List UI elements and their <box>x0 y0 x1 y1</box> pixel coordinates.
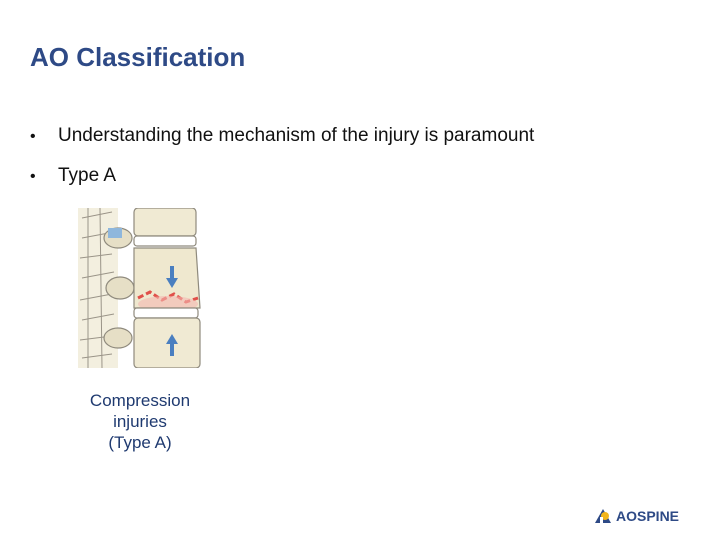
bullet-dot-icon: • <box>30 128 36 145</box>
caption-line: (Type A) <box>108 433 172 452</box>
caption-line: injuries <box>113 412 167 431</box>
slide-title: AO Classification <box>30 42 246 72</box>
upper-disc <box>134 236 196 246</box>
logo-text: AOSPINE <box>616 508 680 524</box>
figure-caption <box>60 390 220 453</box>
bullet-dot-icon: • <box>30 168 36 185</box>
vertebra-compression-illustration <box>78 208 208 368</box>
lower-disc <box>134 308 198 318</box>
bullet-text: Understanding the mechanism of the injury is paramount <box>58 125 535 146</box>
facet-highlight <box>108 228 122 238</box>
bullet-item <box>30 125 534 147</box>
upper-vertebral-body <box>134 208 196 236</box>
caption-line: Compression <box>89 391 191 410</box>
facet-joints <box>104 228 134 348</box>
spine-shield-icon <box>594 507 612 525</box>
bullet-list <box>30 125 534 205</box>
aospine-logo <box>594 507 679 525</box>
bullet-item <box>30 165 534 187</box>
bullet-text: Type A <box>58 165 117 186</box>
